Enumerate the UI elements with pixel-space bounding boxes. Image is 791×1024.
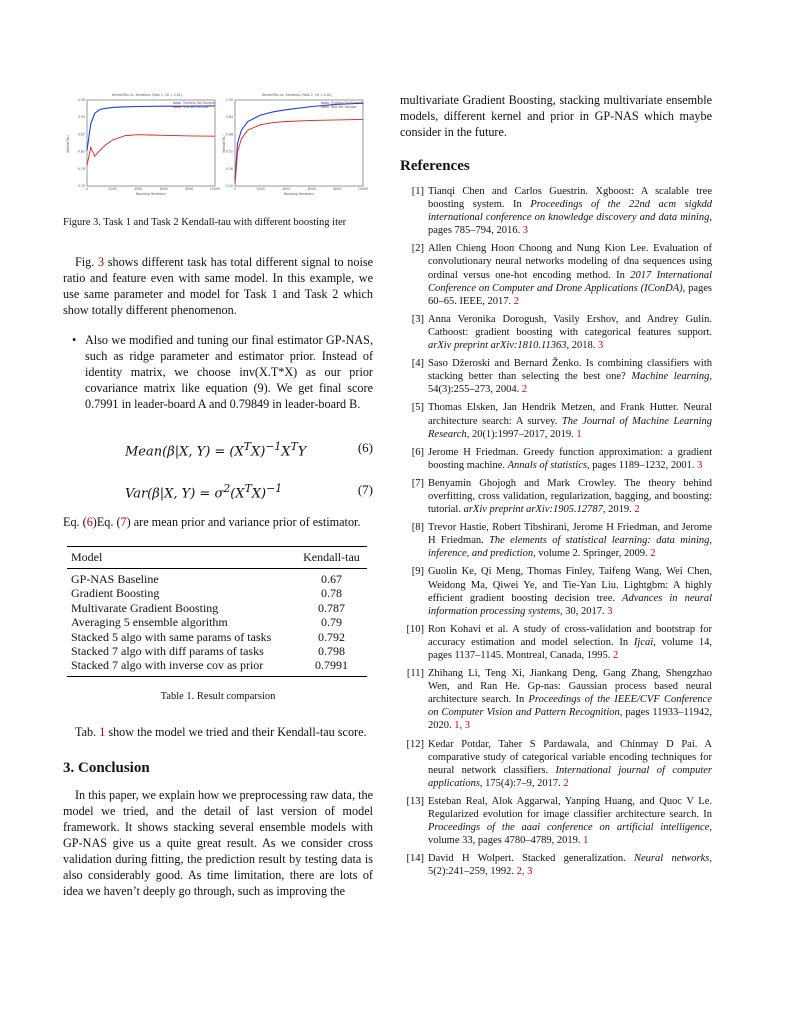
reference-venue: Proceedings of the IEEE/CVF Conference on Computer Vision and Pattern Recognition <box>428 694 712 719</box>
left-x-tick-label: 6000 <box>159 187 168 191</box>
table-header-row <box>67 547 367 569</box>
reference-backlink[interactable]: 1 <box>576 428 582 440</box>
right-chart-title: KendallTau vs. Iterations (Task 2, LR = 0.01) <box>261 93 333 97</box>
right-y-tick-label: 0.52 <box>225 149 233 154</box>
references-list <box>400 185 712 879</box>
reference-item <box>400 795 712 847</box>
fig-para-pre: Fig. <box>75 255 98 269</box>
figure-caption: Figure 3. Task 1 and Task 2 Kendall-tau with different boosting iter <box>63 217 347 228</box>
eq7-mid: (X <box>230 486 245 502</box>
right-x-tick-label: 2000 <box>256 187 265 191</box>
left-train-line <box>87 106 215 150</box>
eq7-sup2: T <box>244 482 252 495</box>
reference-backlink[interactable]: 2 <box>563 777 569 789</box>
figure-discussion-paragraph <box>63 254 373 318</box>
reference-venue: Machine learning <box>631 371 710 383</box>
results-table <box>67 546 367 677</box>
reference-tail: , volume 2. Springer, 2009. <box>533 548 651 560</box>
reference-backlink[interactable]: 2 <box>521 384 528 396</box>
left-y-tick-label: 0.70 <box>77 184 85 188</box>
left-chart-ticks <box>78 98 220 191</box>
reference-tail: , volume 14, pages 1137–1145. Montreal, Canada, 1995. <box>428 636 713 661</box>
right-chart-ticks <box>226 98 368 191</box>
reference-label: [2] <box>411 243 424 255</box>
reference-venue: The Journal of Machine Learning Research <box>428 415 712 440</box>
table-header-model: Model <box>67 547 296 569</box>
table-cell-model: Stacked 5 algo with same params of tasks <box>71 629 272 644</box>
reference-backlink[interactable]: 3 <box>607 605 613 617</box>
eq7-rhs: X) <box>251 486 267 502</box>
reference-tail: , pages 11933–11942, 2020. <box>428 707 712 732</box>
reference-text: Jerome H Friedman. Greedy function approximation: a gradient boosting machine. <box>428 446 712 471</box>
bullet-dot-icon: • <box>72 333 77 347</box>
reference-backlink[interactable]: 2 <box>612 650 619 661</box>
reference-item <box>400 313 712 352</box>
reference-tail: , 175(4):7–9, 2017. <box>479 777 564 789</box>
conclusion-paragraph: In this paper, we explain how we preprocessing raw data, the model we tried, and the detail of last version of model framework. It shows stacking several ensemble models with GP-NAS give us a quite great result. As we consider cross validation during fitting, the prediction result by testing data is also considerably good. As time limitation, there are lots of idea we haven’t deeply go through, such as improving the <box>63 787 373 898</box>
eq6-lhs: Mean(β|X, Y) = (X <box>125 444 244 460</box>
reference-text: Kedar Potdar, Taher S Pardawala, and Chinmay D Pai. A comparative study of categorical variable encoding techniques for neural network classifiers. <box>428 738 712 776</box>
table-cell-score: 0.787 <box>317 600 345 615</box>
conclusion-heading: 3. Conclusion <box>63 759 150 776</box>
right-x-tick-label: 0 <box>233 187 237 191</box>
reference-tail: , 30, 2017. <box>560 605 608 617</box>
reference-item <box>400 565 712 617</box>
left-y-tick-label: 0.82 <box>77 149 85 154</box>
reference-tail: , pages 60–65. IEEE, 2017. <box>428 282 712 307</box>
reference-text: Tianqi Chen and Carlos Guestrin. Xgboost: A scalable tree boosting system. In <box>428 186 712 211</box>
left-x-tick-label: 0 <box>85 187 89 191</box>
table-cell-model: Gradient Boosting <box>71 586 160 601</box>
table-cell-score: 0.792 <box>317 629 345 644</box>
equation-7-number: (7) <box>357 482 373 497</box>
equation-6 <box>63 440 373 464</box>
right-x-tick-label: 4000 <box>282 187 291 191</box>
table-row <box>67 615 367 629</box>
reference-venue: Annals of statistics <box>507 459 587 471</box>
reference-backlink[interactable]: 2, 3 <box>516 866 533 878</box>
after-eq-pre: Eq. ( <box>63 515 87 529</box>
eq6-sup3: T <box>290 440 298 453</box>
reference-text: David H Wolpert. Stacked generalization. <box>428 853 634 865</box>
table-cell-model: Averaging 5 ensemble algorithm <box>71 615 228 630</box>
left-test-line <box>87 135 215 166</box>
reference-label: [12] <box>406 738 424 750</box>
table-cell-score: 0.67 <box>320 572 342 586</box>
reference-backlink[interactable]: 1, 3 <box>454 720 470 732</box>
left-chart-frame <box>87 100 215 186</box>
right-y-tick-label: 1.00 <box>225 98 233 102</box>
left-chart-title: KendallTau vs. Iterations (Task 1, LR = 0.01) <box>111 93 183 97</box>
reference-text: Anna Veronika Dorogush, Vasily Ershov, and Andrey Gulin. Catboost: gradient boosting with categorical features support. <box>428 313 712 338</box>
reference-text: Guolin Ke, Qi Meng, Thomas Finley, Taifeng Wang, Wei Chen, Weidong Ma, Qiwei Ye, and Tie-Yan Liu. Lightgbm: A highly efficient gradient boosting decision tree. <box>428 566 712 604</box>
table-cell-model: Stacked 7 algo with diff params of tasks <box>71 644 264 659</box>
right-chart-frame <box>235 100 363 186</box>
reference-venue: Proceedings of the aaai conference on artificial intelligence <box>428 822 710 834</box>
left-x-tick-label: 4000 <box>134 187 143 191</box>
reference-backlink[interactable]: 3 <box>598 340 604 352</box>
left-column <box>63 88 373 899</box>
reference-venue: Neural networks <box>634 853 710 865</box>
reference-tail: , pages 785–794, 2016. <box>428 212 712 237</box>
after-eq-post: ) are mean prior and variance prior of estimator. <box>126 515 361 529</box>
reference-label: [10] <box>406 623 424 635</box>
right-x-tick-label: 8000 <box>333 187 342 191</box>
eq6-sup1: T <box>243 440 251 453</box>
left-y-tick-label: 0.76 <box>77 166 85 171</box>
table-header-score: Kendall-tau <box>296 547 367 569</box>
right-y-tick-label: 0.36 <box>225 166 233 171</box>
table-row <box>67 630 367 644</box>
reference-item <box>400 623 712 662</box>
figure-3 <box>63 88 373 206</box>
left-xlabel: Boosting Iterations <box>135 192 167 196</box>
reference-item <box>400 738 712 790</box>
eq6-sup2: −1 <box>265 440 282 453</box>
reference-venue: Advances in neural information processing systems <box>428 592 712 617</box>
reference-label: [11] <box>406 668 424 680</box>
reference-text: Allen Chieng Hoon Choong and Nung Kion Lee. Evaluation of convolutionary neural networks modeling of dna sequences using ordinal versus one-hot encoding method. In <box>428 243 712 281</box>
right-y-tick-label: 0.68 <box>225 132 233 137</box>
left-legend-test: Test Set Sample <box>183 105 209 109</box>
left-y-tick-label: 0.87 <box>77 132 85 137</box>
eq7-ref-link[interactable]: 7 <box>120 515 127 529</box>
reference-tail: , volume 33, pages 4780–4789, 2019. <box>428 822 712 847</box>
reference-item <box>400 401 712 440</box>
right-ylabel: KendallTau <box>222 135 226 153</box>
left-ylabel: KendallTau <box>66 135 70 153</box>
right-legend-train: Training Set Sample <box>331 101 363 105</box>
reference-backlink[interactable]: 2 <box>650 548 656 560</box>
eq6-end: Y <box>297 444 307 460</box>
equation-7 <box>63 482 373 506</box>
reference-tail: , 2018. <box>566 340 599 352</box>
reference-item <box>400 667 712 732</box>
reference-label: [6] <box>411 446 424 458</box>
reference-venue: International journal of computer applications <box>428 764 712 789</box>
reference-venue: The elements of statistical learning: data mining, inference, and prediction <box>428 535 712 560</box>
eq7-sup1: 2 <box>223 482 231 495</box>
reference-label: [14] <box>406 853 424 865</box>
table-cell-score: 0.7991 <box>296 658 367 676</box>
eq6-ref-link[interactable]: 6 <box>86 515 93 529</box>
left-x-tick-label: 10000 <box>209 187 221 191</box>
reference-text: Trevor Hastie, Robert Tibshirani, Jerome H Friedman, and Jerome H Friedman. <box>428 522 712 547</box>
eq7-lhs: Var(β|X, Y) = σ <box>125 486 224 502</box>
reference-text: Ron Kohavi et al. A study of cross-validation and bootstrap for accuracy estimation and model selection. In <box>428 623 712 648</box>
reference-venue: arXiv preprint arXiv:1905.12787 <box>463 504 603 516</box>
reference-tail: , 54(3):255–273, 2004. <box>428 371 712 396</box>
tab-para-pre: Tab. <box>75 724 100 739</box>
reference-tail: , 5(2):241–259, 1992. <box>428 853 712 878</box>
equation-6-number: (6) <box>357 440 373 455</box>
after-eq-mid: )Eq. ( <box>92 515 121 529</box>
reference-label: [3] <box>411 313 424 325</box>
table-caption: Table 1. Result comparsion <box>160 690 276 702</box>
reference-label: [13] <box>406 795 424 807</box>
reference-backlink[interactable]: 3 <box>697 459 703 471</box>
table-discussion-paragraph <box>63 724 373 740</box>
references-heading: References <box>400 158 470 174</box>
eq6-mid: X) <box>251 444 266 460</box>
reference-item <box>400 185 712 237</box>
table-cell-score: 0.78 <box>320 586 342 601</box>
figure-3-svg <box>63 88 373 206</box>
table-row <box>67 658 367 676</box>
reference-backlink[interactable]: 1 <box>583 835 589 847</box>
table-cell-model: Multivarate Gradient Boosting <box>71 600 219 615</box>
reference-text: Thomas Elsken, Jan Hendrik Metzen, and Frank Hutter. Neural architecture search: A survey. <box>428 402 712 427</box>
reference-text: Zhihang Li, Teng Xi, Jiankang Deng, Gang Zhang, Shengzhao Wen, and Ran He. Gp-nas: Gaussian process based neural architecture search. In <box>428 668 712 706</box>
reference-label: [9] <box>411 566 424 578</box>
reference-venue: Ijcai <box>633 636 654 648</box>
equation-explanation <box>63 514 373 530</box>
table-row <box>67 569 367 587</box>
reference-item <box>400 521 712 560</box>
left-legend-train: Training Set Sample <box>183 101 215 105</box>
right-legend-test: Test Set Sample <box>331 105 357 109</box>
right-x-tick-label: 10000 <box>357 187 369 191</box>
reference-venue: 2017 International Conference on Computer and Drone Applications (IConDA) <box>428 269 712 294</box>
reference-text: Benyamin Ghojogh and Mark Crowley. The theory behind overfitting, cross validation, regularization, bagging, and boosting: tutorial. <box>428 477 712 516</box>
table-cell-score: 0.798 <box>317 644 345 659</box>
table-cell-score: 0.79 <box>320 615 342 630</box>
bullet-item <box>63 332 373 412</box>
reference-label: [8] <box>411 522 424 534</box>
reference-item <box>400 446 712 472</box>
right-test-line <box>235 119 363 183</box>
equation-6-math <box>125 440 306 459</box>
table-ref-link[interactable]: 1 <box>99 724 106 739</box>
left-y-tick-label: 0.93 <box>77 115 85 120</box>
reference-text: Esteban Real, Alok Aggarwal, Yanping Huang, and Quoc V Le. Regularized evolution for image classifier architecture search. In <box>428 795 712 821</box>
right-column <box>400 92 712 884</box>
reference-tail: , 20(1):1997–2017, 2019. <box>466 428 577 440</box>
reference-label: [5] <box>411 402 424 414</box>
right-xlabel: Boosting Iterations <box>283 192 315 196</box>
bullet-text: Also we modified and tuning our final estimator GP-NAS, such as ridge parameter and estimator prior. Instead of identity matrix, we choose inv(X.T*X) as our prior covariance matrix like equation (9). We get final score 0.7991 in leader-board A and 0.79849 in leader-board B. <box>85 333 373 411</box>
table-row <box>67 644 367 658</box>
table-cell-model: GP-NAS Baseline <box>71 572 159 586</box>
left-x-tick-label: 2000 <box>108 187 117 191</box>
eq7-sup3: −1 <box>266 482 283 495</box>
left-x-tick-label: 8000 <box>185 187 194 191</box>
reference-venue: Proceedings of the 22nd acm sigkdd international conference on knowledge discovery and data mining <box>428 199 713 224</box>
equation-7-math <box>125 482 282 501</box>
table-row <box>67 586 367 600</box>
conclusion-continuation: multivariate Gradient Boosting, stacking multivariate ensemble models, different kernel and prior in GP-NAS which maybe consider in the future. <box>400 93 712 139</box>
reference-backlink[interactable]: 3 <box>522 225 529 237</box>
fig-ref-link[interactable]: 3 <box>97 255 105 269</box>
reference-label: [7] <box>411 477 424 489</box>
reference-label: [1] <box>411 186 424 197</box>
eq6-rhs: X <box>281 444 291 460</box>
reference-item <box>400 242 712 307</box>
tab-para-post: show the model we tried and their Kendall-tau score. <box>105 724 367 739</box>
left-y-tick-label: 0.99 <box>77 98 85 102</box>
reference-backlink[interactable]: 2 <box>513 295 519 307</box>
right-x-tick-label: 6000 <box>307 187 316 191</box>
reference-item <box>400 477 712 516</box>
right-y-tick-label: 0.20 <box>225 184 233 188</box>
right-y-tick-label: 0.84 <box>225 115 233 120</box>
fig-para-post: shows different task has total different signal to noise ratio and feature even with same model. In this example, we use same parameter and model for Task 1 and Task 2 which show totally different phenomenon. <box>63 255 373 317</box>
reference-tail: , pages 1189–1232, 2001. <box>586 459 698 471</box>
table-cell-model: Stacked 7 algo with inverse cov as prior <box>67 658 296 676</box>
reference-label: [4] <box>411 358 424 370</box>
reference-text: Saso Džeroski and Bernard Ženko. Is combining classifiers with stacking better than selecting the best one? <box>428 358 712 383</box>
reference-venue: arXiv preprint arXiv:1810.11363 <box>428 340 567 352</box>
reference-backlink[interactable]: 2 <box>634 504 640 516</box>
reference-item <box>400 852 712 878</box>
table-row <box>67 601 367 615</box>
reference-item <box>400 357 712 396</box>
reference-tail: , 2019. <box>602 504 635 516</box>
right-train-line <box>235 103 363 180</box>
